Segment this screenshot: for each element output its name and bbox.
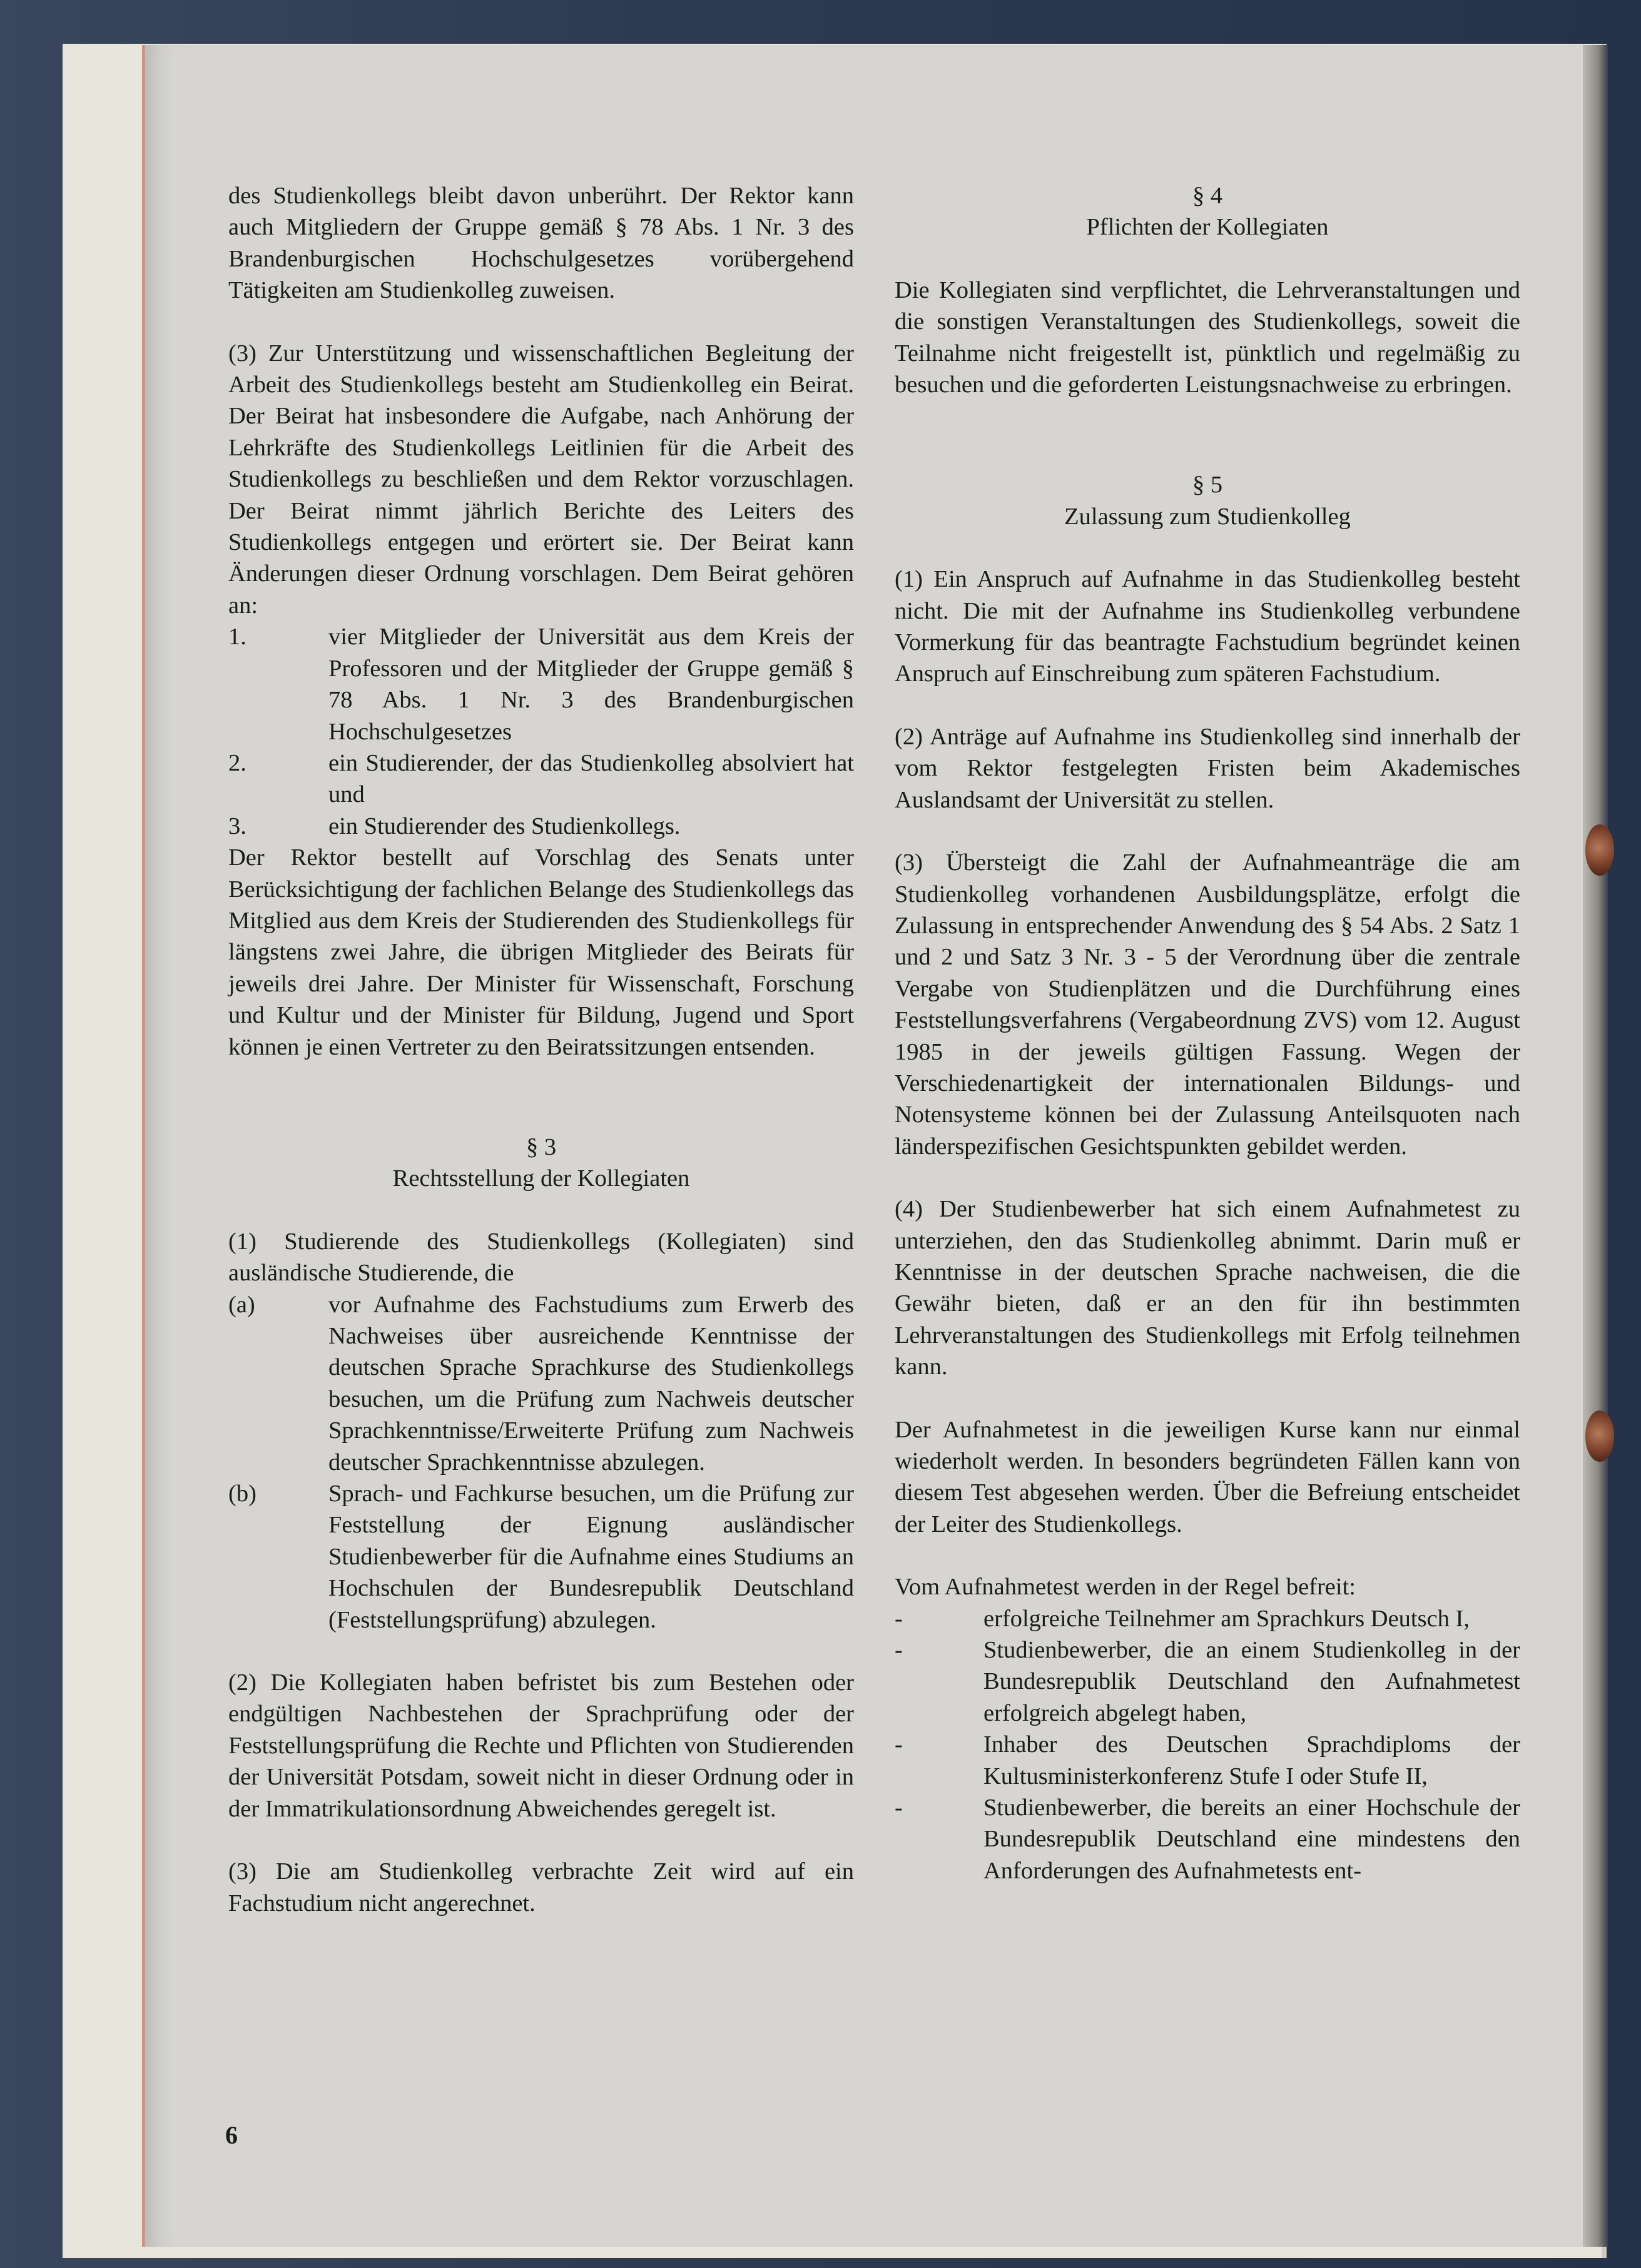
list-marker: 3.	[228, 813, 246, 839]
paragraph-5-3: (3) Übersteigt die Zahl der Aufnahmeanträge die am Studienkolleg vorhandenen Ausbildungsplätze, erfolgt die Zulassung in entsprechender Anwendung des § 54 Abs. 2 Satz 1 und 2 und Satz 3 Nr. 3 - 5 der Verordnung über die zentrale Vergabe von Studienplätzen und die Durchführung eines Feststellungsverfahrens (Vergabeordnung ZVS) vom 12. August 1985 in der jeweils gültigen Fassung. Wegen der Verschiedenartigkeit der internationalen Bildungs- und Notensysteme können bei der Zulassung Anteilsquoten nach länderspezifischen Gesichtspunkten gebildet werden.	[895, 849, 1520, 1160]
list-item	[228, 811, 854, 842]
paragraph-2-3: (3) Zur Unterstützung und wissenschaftlichen Begleitung der Arbeit des Studienkollegs besteht am Studienkolleg ein Beirat. Der Beirat hat insbesondere die Aufgabe, nach Anhörung der Lehrkräfte des Studienkollegs Leitlinien für die Arbeit des Studienkollegs zu beschließen und dem Rektor vorzuschlagen. Der Beirat nimmt jährlich Berichte des Leiters des Studienkollegs entgegen und erörtert sie. Der Beirat kann Änderungen dieser Ordnung vorschlagen. Dem Beirat gehören an:	[228, 340, 854, 619]
list-marker: -	[895, 1605, 903, 1632]
list-marker: 1.	[228, 624, 246, 651]
list-item	[228, 747, 854, 811]
list-marker: (a)	[228, 1291, 255, 1318]
section-4-title: Pflichten der Kollegiaten	[1086, 214, 1329, 241]
list-item	[228, 1478, 854, 1636]
list-item	[228, 621, 854, 747]
list-item	[895, 1603, 1520, 1634]
list-item	[228, 1289, 854, 1478]
list-item	[895, 1729, 1520, 1792]
list-item	[895, 1792, 1520, 1886]
list-text: Sprach- und Fachkurse besuchen, um die Prüfung zur Feststellung der Eignung ausländischer Studienbewerber für die Aufnahme eines Studiums an Hochschulen der Bundesrepublik Deutschland (Feststellungsprüfung) abzulegen.	[328, 1481, 854, 1633]
paragraph-beirat-appointment: Der Rektor bestellt auf Vorschlag des Senats unter Berücksichtigung der fachlichen Belange des Studienkollegs das Mitglied aus dem Kreis der Studierenden des Studienkollegs für längstens zwei Jahre, die übrigen Mitglieder des Beirats für jeweils drei Jahre. Der Minister für Wissenschaft, Forschung und Kultur und der Minister für Bildung, Jugend und Sport können je einen Vertreter zu den Beiratssitzungen entsenden.	[228, 844, 854, 1060]
paragraph-5-2: (2) Anträge auf Aufnahme ins Studienkolleg sind innerhalb der vom Rektor festgelegten Fristen beim Akademisches Auslandsamt der Universität zu stellen.	[895, 723, 1520, 813]
binder-ring-icon	[1585, 1410, 1614, 1462]
list-text: vier Mitglieder der Universität aus dem Kreis der Professoren und der Mitglieder der Gruppe gemäß § 78 Abs. 1 Nr. 3 des Brandenburgischen Hochschulgesetzes	[328, 624, 854, 745]
section-3-number: § 3	[526, 1133, 557, 1160]
section-3-title: Rechtsstellung der Kollegiaten	[392, 1165, 690, 1192]
list-text: erfolgreiche Teilnehmer am Sprachkurs Deutsch I,	[983, 1605, 1470, 1632]
paragraph-3-1: (1) Studierende des Studienkollegs (Kollegiaten) sind ausländische Studierende, die	[228, 1228, 854, 1287]
list-item	[895, 1634, 1520, 1729]
paragraph-5-6: Vom Aufnahmetest werden in der Regel befreit:	[895, 1574, 1356, 1601]
section-5-title: Zulassung zum Studienkolleg	[1064, 503, 1351, 530]
list-marker: -	[895, 1731, 903, 1758]
paragraph-4: Die Kollegiaten sind verpflichtet, die Lehrveranstaltungen und die sonstigen Veranstaltungen des Studienkollegs, soweit die Teilnahme nicht freigestellt ist, pünktlich und regelmäßig zu besuchen und die geforderten Leistungsnachweise zu erbringen.	[895, 276, 1520, 398]
paragraph-intro: des Studienkollegs bleibt davon unberührt. Der Rektor kann auch Mitgliedern der Gruppe gemäß § 78 Abs. 1 Nr. 3 des Brandenburgischen Hochschulgesetzes vorübergehend Tätigkeiten am Studienkolleg zuweisen.	[228, 183, 854, 304]
section-4-number: § 4	[1192, 183, 1223, 209]
list-marker: 2.	[228, 749, 246, 776]
left-column	[228, 180, 854, 1919]
list-text: ein Studierender, der das Studienkolleg absolviert hat und	[328, 749, 854, 808]
list-text: ein Studierender des Studienkollegs.	[328, 813, 681, 839]
page-edge-right	[1583, 45, 1608, 2247]
binder-ring-icon	[1585, 824, 1614, 876]
paragraph-5-5: Der Aufnahmetest in die jeweiligen Kurse kann nur einmal wiederholt werden. In besonders begründeten Fällen kann von diesem Test abgesehen werden. Über die Befreiung entscheidet der Leiter des Studienkollegs.	[895, 1416, 1520, 1537]
list-marker: -	[895, 1795, 903, 1821]
list-text: Inhaber des Deutschen Sprachdiploms der Kultusministerkonferenz Stufe I oder Stufe II,	[983, 1731, 1520, 1790]
paragraph-3-2: (2) Die Kollegiaten haben befristet bis zum Bestehen oder endgültigen Nachbestehen der Sprachprüfung oder der Feststellungsprüfung die Rechte und Pflichten von Studierenden der Universität Potsdam, soweit nicht in dieser Ordnung oder in der Immatrikulationsordnung Abweichendes geregelt ist.	[228, 1669, 854, 1822]
page-number: 6	[225, 2121, 238, 2149]
paragraph-5-4: (4) Der Studienbewerber hat sich einem Aufnahmetest zu unterziehen, den das Studienkolleg abnimmt. Darin muß er Kenntnisse in der deutschen Sprache nachweisen, die die Gewähr bieten, daß er an den für ihn bestimmten Lehrveranstaltungen des Studienkollegs mit Erfolg teilnehmen kann.	[895, 1196, 1520, 1380]
paragraph-3-3: (3) Die am Studienkolleg verbrachte Zeit wird auf ein Fachstudium nicht angerechnet.	[228, 1858, 854, 1916]
list-text: Studienbewerber, die an einem Studienkolleg in der Bundesrepublik Deutschland den Aufnahmetest erfolgreich abgelegt haben,	[983, 1637, 1520, 1726]
list-text: Studienbewerber, die bereits an einer Hochschule der Bundesrepublik Deutschland eine mindestens den Anforderungen des Aufnahmetests ent-	[983, 1795, 1520, 1884]
list-marker: -	[895, 1637, 903, 1664]
section-5-number: § 5	[1192, 472, 1223, 499]
right-column	[895, 180, 1520, 1886]
list-text: vor Aufnahme des Fachstudiums zum Erwerb des Nachweises über ausreichende Kenntnisse der deutschen Sprache Sprachkurse des Studienkollegs besuchen, um die Prüfung zum Nachweis deutscher Sprachkenntnisse/Erweiterte Prüfung zum Nachweis deutscher Sprachkenntnisse abzulegen.	[328, 1291, 854, 1476]
list-marker: (b)	[228, 1481, 257, 1507]
paragraph-5-1: (1) Ein Anspruch auf Aufnahme in das Studienkolleg besteht nicht. Die mit der Aufnahme ins Studienkolleg verbundene Vormerkung für das beantragte Fachstudium begründet keinen Anspruch auf Einschreibung zum späteren Fachstudium.	[895, 566, 1520, 687]
